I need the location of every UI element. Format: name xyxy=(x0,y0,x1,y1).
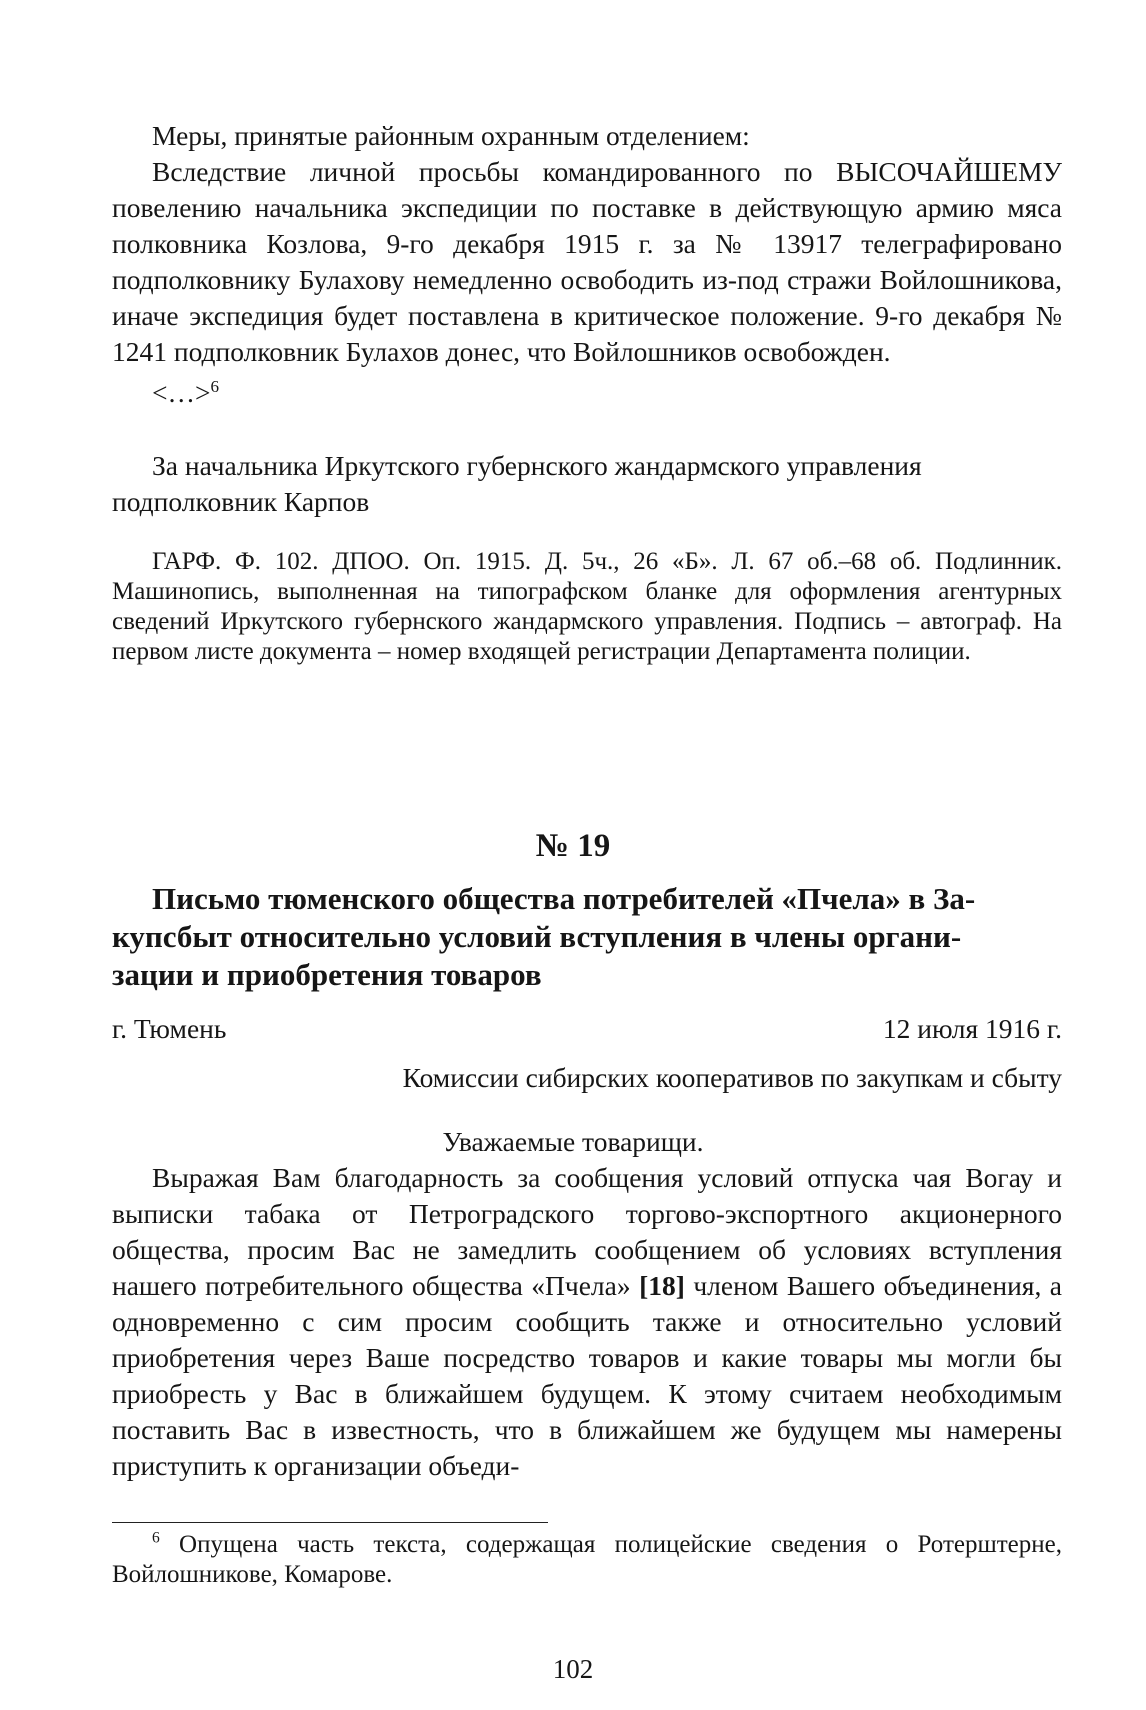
measures-heading: Меры, принятые районным охранным отделением: xyxy=(152,120,750,151)
letter-body-part1: Выражая Вам благодарность за сообщения условий отпуска чая Вогау и выписки табака от Петроградского торгово-экспортного акционерного общества, просим Вас не замедлить сообщением об условиях вступления нашего потребительного общества «Пчела» xyxy=(112,1162,1062,1301)
letter-body-block xyxy=(112,1160,1062,1484)
signature-line1: За начальника Иркутского губернского жандармского управления xyxy=(152,450,922,481)
footnote-text: Опущена часть текста, содержащая полицейские сведения о Ротерштерне, Войлошникове, Комарове. xyxy=(112,1531,1062,1588)
place: г. Тюмень xyxy=(112,1013,227,1044)
footnote-mark: 6 xyxy=(152,1529,160,1547)
measures-section xyxy=(112,118,1062,370)
letter-body xyxy=(112,1160,1062,1484)
date: 12 июля 1916 г. xyxy=(882,1013,1062,1044)
signature-line2: подполковник Карпов xyxy=(112,486,370,517)
archive-note: ГАРФ. Ф. 102. ДПОО. Оп. 1915. Д. 5ч., 26 «Б». Л. 67 об.–68 об. Подлинник. Машинопись, выполненная на типографском бланке для оформления агентурных сведений Иркутского губернского жандармского управления. Подпись – автограф. На первом листе документа – номер входящей регистрации Департамента полиции. xyxy=(112,548,1062,665)
footnote-divider xyxy=(112,1522,548,1523)
document-number: № 19 xyxy=(535,828,611,864)
addressee: Комиссии сибирских кооперативов по закупкам и сбыту xyxy=(402,1062,1062,1093)
archive-note-block xyxy=(112,547,1062,667)
title-line-3: зации и приобретения товаров xyxy=(112,957,542,992)
letter-body-part2: членом Вашего объединения, а одновременно с сим просим сообщить также и относительно условий приобретения через Ваше посредство товаров и какие товары мы могли бы приобресть у Вас в ближайшем будущем. К этому считаем необходимым поставить Вас в известность, что в ближайшем же будущем мы намерены приступить к организации объеди- xyxy=(112,1270,1062,1481)
reference-number: [18] xyxy=(639,1270,685,1301)
title-line-2: купсбыт относительно условий вступления в члены органи- xyxy=(112,919,962,954)
footnote xyxy=(112,1530,1062,1590)
omission-line xyxy=(112,375,1062,411)
signature-block xyxy=(112,448,1062,520)
title-line-1: Письмо тюменского общества потребителей «Пчела» в За- xyxy=(152,881,976,916)
place-date-line xyxy=(112,1011,1062,1047)
measures-text: Вследствие личной просьбы командированного по ВЫСОЧАЙШЕМУ повелению начальника экспедиции по поставке в действующую армию мяса полковника Козлова, 9-го декабря 1915 г. за № 13917 телеграфировано подполковнику Булахову немедленно освободить из-под стражи Войлошникова, иначе экспедиция будет поставлена в критическое положение. 9-го декабря № 1241 подполковник Булахов донес, что Войлошников освобожден. xyxy=(112,156,1062,367)
omission-mark: <…> xyxy=(152,377,211,408)
document-title xyxy=(112,880,1062,994)
salutation: Уважаемые товарищи. xyxy=(442,1126,704,1157)
page-number: 102 xyxy=(552,1654,594,1684)
omission-footnote-ref: 6 xyxy=(210,376,220,396)
